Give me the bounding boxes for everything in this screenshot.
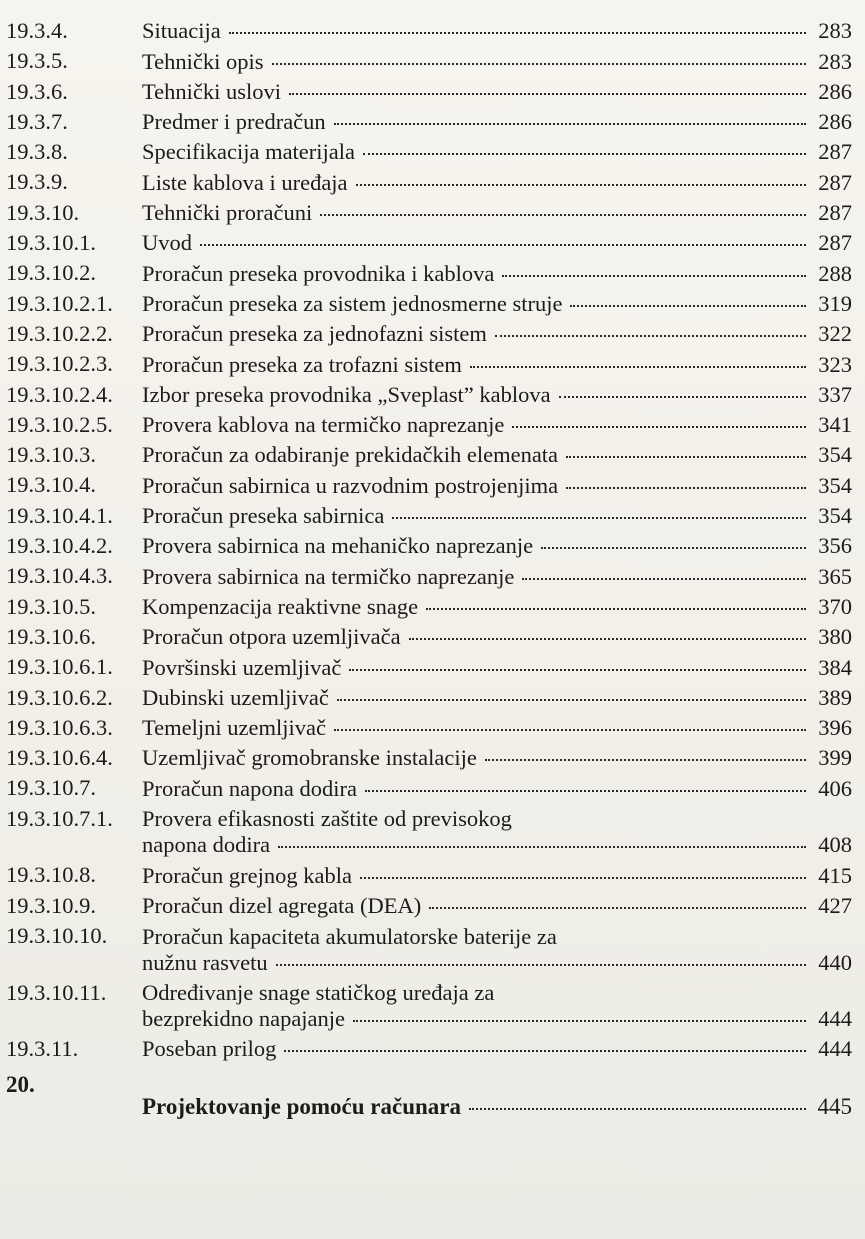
toc-entry-page: 286 [818,78,852,104]
toc-entry-title: Izbor preseka provodnika „Sveplast” kablova [142,381,551,407]
toc-entry-title: Predmer i predračun [142,109,326,135]
toc-entry-number: 19.3.10.2.1. [6,290,113,316]
toc-entry-title-line1: Proračun kapaciteta akumulatorske baterije za [142,923,557,949]
toc-entry-title-line1: Određivanje snage statičkog uređaja za [142,980,495,1006]
toc-entry-page: 287 [818,169,852,195]
toc-entry-page: 341 [818,412,852,438]
toc-entry[interactable] [6,529,852,559]
toc-entry-title-line1: Provera efikasnosti zaštite od previsokog [142,806,512,832]
toc-entry-title: Tehnički uslovi [142,78,282,104]
toc-entry-number: 19.3.7. [6,108,68,134]
toc-chapter-entry[interactable] [6,1062,852,1120]
toc-entry-page: 415 [818,862,852,888]
dot-leader [353,1020,806,1022]
toc-entry-title: Proračun grejnog kabla [142,862,352,888]
toc-entry-number: 19.3.8. [6,139,68,165]
toc-entry-title: Proračun za odabiranje prekidačkih elemenata [142,442,559,468]
toc-entry-number: 19.3.10.5. [6,593,96,619]
toc-entry-page: 365 [818,563,852,589]
dot-leader [566,487,806,489]
toc-entry-page: 322 [818,321,852,347]
toc-entry-number: 19.3.10.6. [6,623,96,649]
toc-entry[interactable] [6,559,852,589]
dot-leader [470,366,806,368]
dot-leader [200,244,806,246]
toc-entry-page: 323 [818,351,852,377]
toc-entry-page: 444 [818,1006,852,1032]
toc-entry[interactable] [6,287,852,317]
toc-entry-page: 408 [818,832,852,858]
toc-entry-number: 19.3.10.10. [6,922,108,948]
toc-entry-title: Dubinski uzemljivač [142,684,329,710]
dot-leader [356,184,806,186]
toc-entry-title: Proračun napona dodira [142,775,357,801]
toc-entry-page: 396 [818,715,852,741]
toc-entry-number: 19.3.10.2.5. [6,411,113,437]
dot-leader [337,699,806,701]
toc-entry[interactable] [6,499,852,529]
toc-entry-number: 19.3.11. [6,1036,79,1062]
toc-entry-number: 19.3.10.9. [6,892,96,918]
toc-entry-number: 19.3.10.4.3. [6,563,113,589]
toc-entry[interactable] [6,196,852,226]
toc-entry-number: 19.3.6. [6,78,68,104]
toc-entry-number: 19.3.5. [6,48,68,74]
dot-leader [426,608,806,610]
dot-leader [541,547,806,549]
dot-leader [360,877,806,879]
toc-entry[interactable] [6,14,852,44]
dot-leader [570,305,806,307]
toc-entry-title: Proračun dizel agregata (DEA) [142,892,422,918]
toc-entry-number: 19.3.10.6.2. [6,684,113,710]
toc-entry[interactable] [6,1032,852,1062]
toc-entry[interactable] [6,681,852,711]
toc-chapter-title: Projektovanje pomoću računara [142,1094,461,1120]
toc-entry-page: 354 [818,472,852,498]
toc-entry[interactable] [6,317,852,347]
toc-entry[interactable] [6,378,852,408]
dot-leader [289,93,806,95]
toc-entry[interactable] [6,438,852,468]
dot-leader [566,456,806,458]
toc-entry-title: Provera sabirnica na termičko naprezanje [142,563,515,589]
toc-entry-page: 354 [818,442,852,468]
toc-entry-page: 440 [818,949,852,975]
toc-entry-number: 19.3.10.8. [6,862,96,888]
toc-entry-title: Uzemljivač gromobranske instalacije [142,745,477,771]
dot-leader [429,907,806,909]
toc-entry[interactable] [6,468,852,498]
toc-entry-number: 19.3.10.2.4. [6,381,113,407]
toc-entry-title: Proračun otpora uzemljivača [142,624,401,650]
toc-entry[interactable] [6,650,852,680]
toc-entry-title: Liste kablova i uređaja [142,169,348,195]
dot-leader [229,32,806,34]
toc-entry[interactable] [6,919,852,976]
toc-entry[interactable] [6,44,852,74]
toc-entry[interactable] [6,347,852,377]
toc-entry[interactable] [6,75,852,105]
toc-entry-number: 19.3.10.7.1. [6,805,113,831]
toc-entry-title: Kompenzacija reaktivne snage [142,593,419,619]
toc-entry-number: 19.3.10.6.4. [6,745,113,771]
toc-entry[interactable] [6,135,852,165]
toc-entry[interactable] [6,226,852,256]
dot-leader [485,759,806,761]
dot-leader [469,1108,806,1110]
toc-entry-page: 337 [818,381,852,407]
toc-entry-number: 19.3.9. [6,169,68,195]
toc-entry-page: 389 [818,684,852,710]
toc-entry-number: 19.3.10.11. [6,979,107,1005]
dot-leader [278,846,806,848]
toc-chapter-number: 20. [6,1072,35,1098]
toc-entry-page: 384 [818,654,852,680]
toc-entry-title: Tehnički proračuni [142,200,313,226]
dot-leader [392,517,806,519]
toc-entry-title: Uvod [142,230,192,256]
toc-entry-title: Provera sabirnica na mehaničko naprezanje [142,533,534,559]
dot-leader [334,729,806,731]
toc-entry-number: 19.3.10.2.3. [6,351,113,377]
toc-entry-page: 283 [818,18,852,44]
toc-entry[interactable] [6,408,852,438]
toc-entry-title: Proračun preseka sabirnica [142,503,385,529]
toc-entry-page: 319 [818,290,852,316]
toc-entry-page: 287 [818,230,852,256]
toc-entry-page: 399 [818,745,852,771]
dot-leader [512,426,806,428]
toc-entry-title: Specifikacija materijala [142,139,356,165]
toc-entry-page: 380 [818,624,852,650]
toc-chapter-page: 445 [817,1094,852,1120]
toc-entry-page: 283 [818,48,852,74]
toc-entry-number: 19.3.10.7. [6,775,96,801]
dot-leader [365,790,806,792]
toc-entry-title: Površinski uzemljivač [142,654,342,680]
toc-entry-number: 19.3.10.2. [6,260,96,286]
dot-leader [502,275,806,277]
toc-entry-number: 19.3.10.2.2. [6,320,113,346]
toc-entry-title: Proračun preseka za trofazni sistem [142,351,462,377]
toc-entry-title: Provera kablova na termičko naprezanje [142,412,505,438]
toc-entry[interactable] [6,802,852,859]
toc-entry-title: Temeljni uzemljivač [142,715,326,741]
toc-entry[interactable] [6,711,852,741]
toc-entry-title: nužnu rasvetu [142,949,268,975]
toc-entry-page: 427 [818,892,852,918]
toc-entry-page: 354 [818,503,852,529]
toc-entry-title: Proračun preseka za sistem jednosmerne struje [142,290,563,316]
toc-entry-number: 19.3.10.4.2. [6,533,113,559]
dot-leader [559,396,806,398]
toc-entry[interactable] [6,741,852,771]
toc-entry[interactable] [6,858,852,888]
toc-entry-title: Situacija [142,18,221,44]
toc-entry-title: Poseban prilog [142,1036,277,1062]
toc-entry-page: 287 [818,200,852,226]
toc-entry-number: 19.3.4. [6,18,68,43]
toc-entry-number: 19.3.10.3. [6,442,96,468]
toc-entry-title: bezprekidno napajanje [142,1006,346,1032]
toc-entry[interactable] [6,105,852,135]
dot-leader [334,123,806,125]
toc-entry-number: 19.3.10.4. [6,472,96,498]
toc-entry-page: 356 [818,533,852,559]
toc-entry[interactable] [6,620,852,650]
toc-entry-page: 370 [818,593,852,619]
dot-leader [522,578,806,580]
toc-entry-title: Proračun preseka provodnika i kablova [142,260,495,286]
toc-entry-number: 19.3.10.6.1. [6,654,113,680]
toc-entry-number: 19.3.10. [6,199,80,225]
toc-entry[interactable] [6,256,852,286]
toc-entry-page: 286 [818,109,852,135]
dot-leader [272,63,806,65]
toc-entry-page: 406 [818,775,852,801]
toc-entry-page: 288 [818,260,852,286]
toc-entry-page: 287 [818,139,852,165]
toc-entry-number: 19.3.10.6.3. [6,714,113,740]
dot-leader [320,214,806,216]
dot-leader [363,153,806,155]
toc-entry-title: Proračun sabirnica u razvodnim postrojenjima [142,472,559,498]
toc-entry[interactable] [6,889,852,919]
toc-entry-title: napona dodira [142,832,271,858]
toc-entry-title: Tehnički opis [142,48,264,74]
dot-leader [349,669,806,671]
toc-entry-page: 444 [818,1036,852,1062]
toc-entry-title: Proračun preseka za jednofazni sistem [142,321,487,347]
toc-entry-number: 19.3.10.4.1. [6,502,113,528]
dot-leader [284,1050,806,1052]
toc-entry[interactable] [6,165,852,195]
toc-entry[interactable] [6,590,852,620]
toc-entry[interactable] [6,771,852,801]
dot-leader [276,964,806,966]
dot-leader [495,335,806,337]
toc-entry-number: 19.3.10.1. [6,230,96,256]
toc-entry[interactable] [6,976,852,1033]
dot-leader [409,638,806,640]
